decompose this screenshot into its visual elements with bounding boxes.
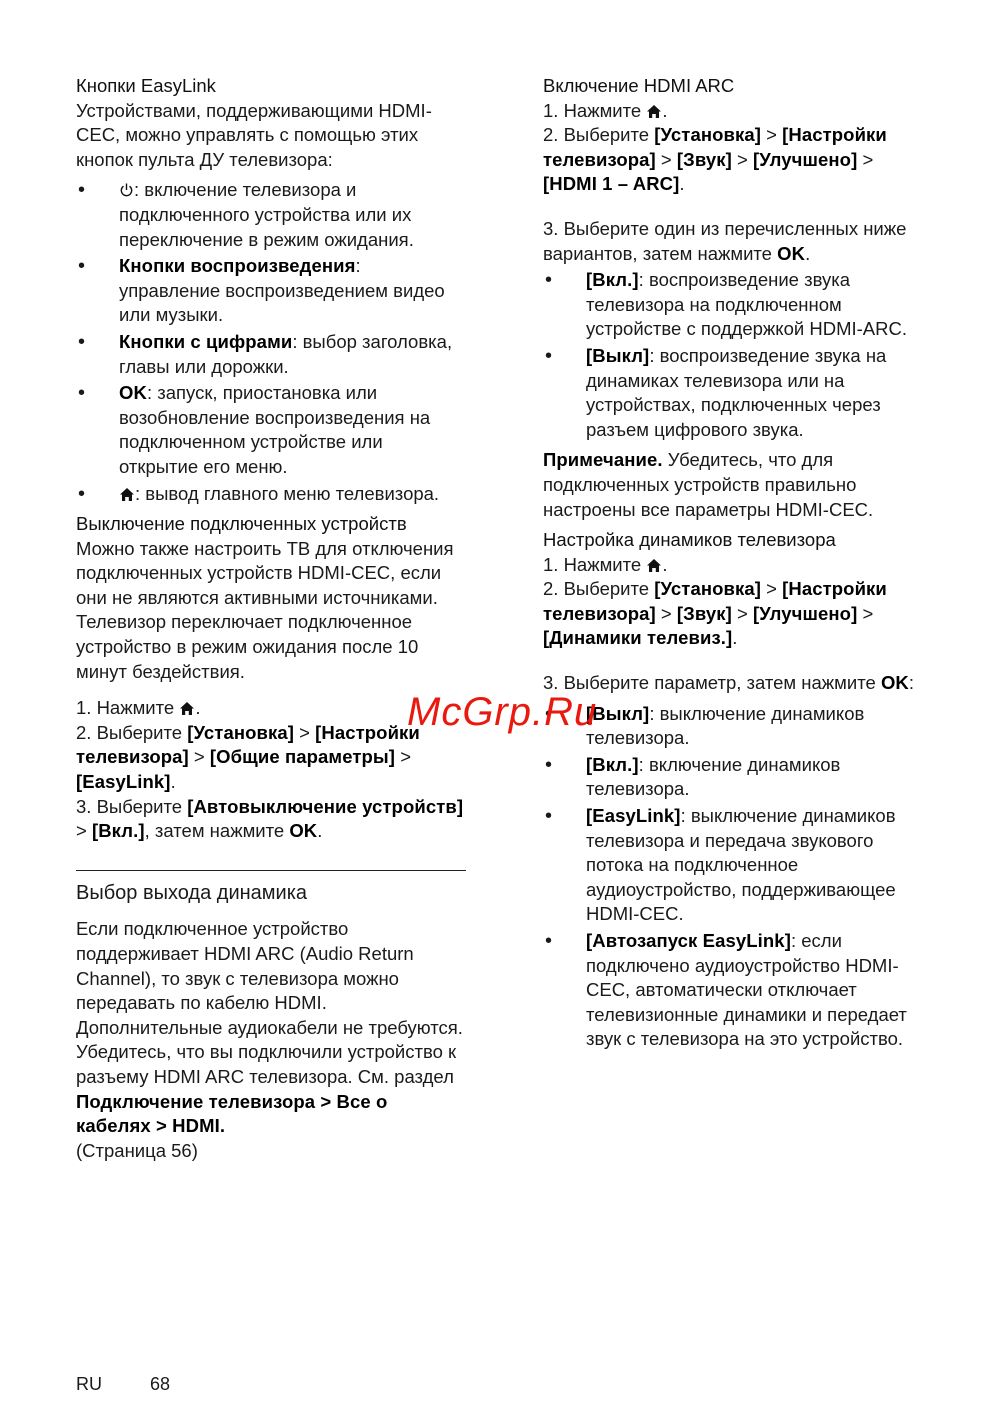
step-punct: . (170, 771, 176, 793)
list-item-text: : включение телевизора и подключенного устройства или их переключение в режим ожидания. (119, 179, 414, 250)
list-item (543, 753, 923, 802)
home-icon (646, 558, 662, 573)
tvspk-step-3 (543, 671, 923, 696)
step-text: 3. Выберите параметр, затем нажмите (543, 672, 881, 694)
menu-path-item: [Автовыключение устройств] (187, 795, 464, 817)
separator: > (294, 721, 316, 743)
left-column (76, 74, 466, 1163)
list-item-text: : воспроизведение звука телевизора на подключенном устройстве с поддержкой HDMI-ARC. (586, 269, 907, 340)
ok-key-label: OK (880, 672, 909, 694)
list-item (76, 330, 466, 379)
list-item-text: : включение динамиков телевизора. (586, 753, 841, 800)
menu-path-item: [Установка] (654, 124, 762, 146)
separator: > (761, 578, 783, 600)
menu-path-item: [Вкл.] (91, 820, 145, 842)
separator: > (731, 148, 753, 170)
list-item-text: : выключение динамиков телевизора и передача звукового потока на подключенное аудиоустройство, поддерживающее HDMI-CEC. (586, 805, 896, 925)
watermark: McGrp.Ru (407, 690, 598, 734)
list-item-bold: [EasyLink] (586, 805, 681, 827)
step-punct: . (662, 553, 668, 575)
note-text: Убедитесь, что для подключенных устройств правильно настроены все параметры HDMI-CEC. (543, 449, 874, 520)
step-text: , затем нажмите (144, 820, 290, 842)
right-column (543, 74, 923, 1054)
power-icon (119, 182, 134, 198)
list-item-text: : выключение динамиков телевизора. (586, 702, 865, 749)
auto-off-body: Можно также настроить ТВ для отключения подключенных устройств HDMI-CEC, если они не являются активными источниками. Телевизор переключает подключенное устройство в режим ожидания после 10 минут бездействия. (76, 537, 454, 682)
arc-options-list (543, 268, 923, 442)
list-item-bold: [Выкл] (586, 702, 650, 724)
menu-path-item: [Установка] (654, 578, 762, 600)
arc-step-2 (543, 123, 923, 197)
easylink-buttons-list (76, 178, 466, 506)
menu-path-item: [Звук] (676, 602, 732, 624)
step-text: 3. Выберите один из перечисленных ниже вариантов, затем нажмите (543, 217, 907, 264)
separator: > (76, 820, 92, 842)
ok-key-label: OK (777, 242, 806, 264)
list-item-bold: Кнопки воспроизведения (119, 255, 356, 277)
separator: > (188, 746, 210, 768)
list-item-text: : если подключено аудиоустройство HDMI-CEC, автоматически отключает телевизионные динамики и передает звук с телевизора на это устройство. (586, 930, 907, 1050)
list-item (543, 344, 923, 442)
hdmi-arc-heading: Включение HDMI ARC (543, 75, 735, 96)
menu-path-item: [Улучшено] (752, 602, 858, 624)
step-text: 2. Выберите (543, 578, 655, 600)
list-item-bold: [Вкл.] (586, 269, 639, 291)
list-item-bold: Кнопки с цифрами (119, 330, 293, 352)
tvspk-step-1 (543, 553, 923, 578)
menu-path-item: [Динамики телевиз.] (543, 627, 733, 649)
list-item-text: : управление воспроизведением видео или музыки. (119, 255, 445, 326)
home-icon (119, 487, 135, 502)
menu-path-item: [Общие параметры] (209, 746, 396, 768)
menu-path-item: [Настройки телевизора] (543, 124, 887, 170)
list-item (543, 929, 923, 1052)
body-text: Если подключенное устройство поддерживает HDMI ARC (Audio Return Channel), то звук с телевизора можно передавать по кабелю HDMI. Дополнительные аудиокабели не требуются. Убедитесь, что вы подключили устройство к разъему HDMI ARC телевизора. См. раздел (76, 918, 463, 1087)
page-number: 68 (150, 1374, 171, 1394)
page-reference: (Страница 56) (76, 1139, 198, 1161)
home-icon (646, 104, 662, 119)
list-item (76, 381, 466, 479)
list-item-bold: [Выкл] (586, 344, 650, 366)
menu-path-item: [Улучшено] (752, 148, 858, 170)
speaker-output-body (76, 917, 466, 1138)
list-item-bold: OK (119, 382, 147, 404)
separator: > (395, 746, 412, 768)
page-footer (76, 1372, 170, 1397)
step-text: 3. Выберите (76, 795, 188, 817)
list-item-text: : выбор заголовка, главы или дорожки. (119, 330, 453, 377)
step-text: 1. Нажмите (76, 697, 180, 719)
step-punct: . (662, 99, 668, 121)
list-item (76, 482, 466, 507)
separator: > (761, 124, 783, 146)
list-item-text: : вывод главного меню телевизора. (135, 482, 440, 504)
step-punct: . (732, 627, 738, 649)
separator: > (857, 602, 874, 624)
menu-path-item: [Звук] (676, 148, 732, 170)
list-item (543, 804, 923, 927)
menu-path-item: [Настройки телевизора] (76, 721, 420, 768)
list-item (76, 254, 466, 328)
step-punct: . (679, 173, 685, 195)
tv-speakers-heading: Настройка динамиков телевизора (543, 529, 836, 551)
home-icon (179, 701, 195, 716)
list-item-bold: [Вкл.] (586, 753, 639, 775)
menu-path-item: [EasyLink] (76, 771, 171, 793)
menu-path-item: [HDMI 1 – ARC] (543, 173, 680, 195)
menu-path-item: [Настройки телевизора] (543, 578, 887, 624)
step-punct: . (805, 242, 811, 264)
arc-step-1 (543, 99, 923, 124)
auto-off-heading: Выключение подключенных устройств (76, 513, 407, 535)
separator: > (857, 148, 874, 170)
arc-step-3 (543, 217, 923, 266)
step-punct: : (908, 672, 915, 694)
step-punct: . (195, 697, 201, 719)
cross-reference: Подключение телевизора > Все о кабелях > HDMI. (76, 1090, 388, 1137)
step-text: 1. Нажмите (543, 553, 647, 575)
separator: > (655, 602, 677, 624)
list-item (76, 178, 466, 252)
easylink-buttons-heading: Кнопки EasyLink (76, 75, 216, 96)
step-punct: . (317, 820, 323, 842)
speaker-output-section-title: Выбор выхода динамика (76, 870, 466, 906)
step-text: 1. Нажмите (543, 99, 647, 121)
arc-note (543, 448, 923, 522)
ok-key-label: OK (289, 820, 318, 842)
language-code: RU (76, 1374, 102, 1394)
list-item-bold: [Автозапуск EasyLink] (586, 930, 791, 951)
list-item-text: : воспроизведение звука на динамиках телевизора или на устройствах, подключенных через разъем цифрового звука. (586, 344, 887, 440)
menu-path-item: [Установка] (187, 721, 295, 743)
separator: > (731, 602, 753, 624)
tvspk-step-2 (543, 577, 923, 651)
step-text: 2. Выберите (543, 124, 655, 146)
list-item-text: : запуск, приостановка или возобновление воспроизведения на подключенном устройстве или открытие его меню. (119, 382, 431, 477)
list-item (543, 702, 923, 751)
easylink-intro: Устройствами, поддерживающими HDMI-CEC, можно управлять с помощью этих кнопок пульта ДУ телевизора: (76, 99, 432, 170)
separator: > (655, 148, 677, 170)
step-text: 2. Выберите (76, 721, 188, 743)
tvspk-options-list (543, 702, 923, 1052)
note-label: Примечание. (543, 449, 663, 471)
list-item (543, 268, 923, 342)
auto-off-step-3 (76, 795, 466, 844)
